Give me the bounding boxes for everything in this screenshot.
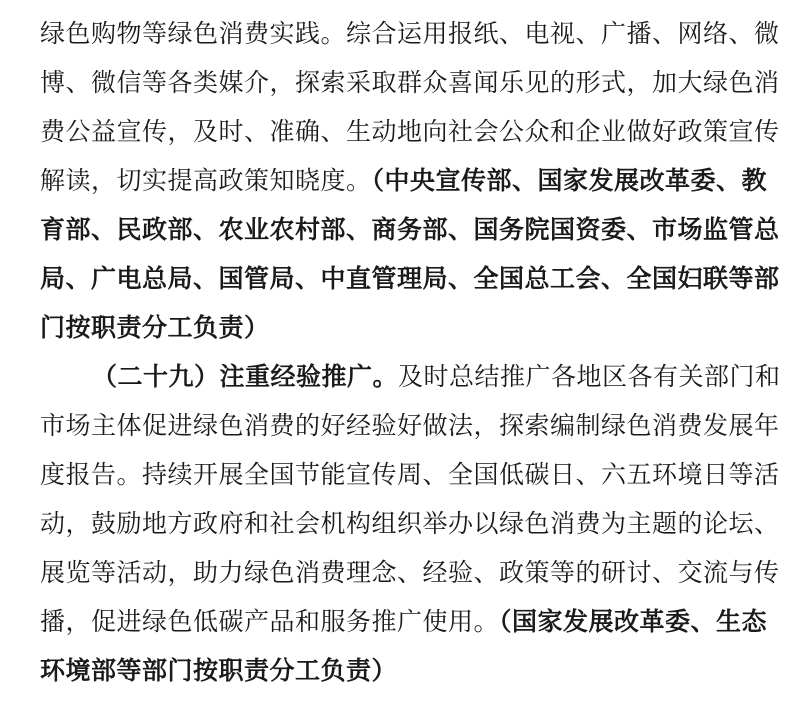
paragraph-2-line-6 — [40, 598, 768, 646]
paragraph-2-line-2: 市场主体促进绿色消费的好经验好做法，探索编制绿色消费发展年 — [40, 411, 780, 440]
paragraph-1-line-2: 博、微信等各类媒介，探索采取群众喜闻乐见的形式，加大绿色消 — [40, 68, 780, 97]
paragraph-1-line-4 — [40, 157, 768, 205]
section-heading: （二十九）注重经验推广。 — [92, 362, 399, 391]
paragraph-2-line-1-text: 及时总结推广各地区各有关部门和 — [398, 362, 781, 391]
paragraph-1-line-3: 费公益宣传，及时、准确、生动地向社会公众和企业做好政策宣传 — [40, 117, 780, 146]
responsibility-departments-1b: 育部、民政部、农业农村部、商务部、国务院国资委、市场监管总 — [40, 215, 780, 244]
responsibility-departments-1d: 门按职责分工负责） — [40, 313, 270, 342]
responsibility-departments-1a: （中央宣传部、国家发展改革委、教 — [371, 166, 768, 195]
responsibility-departments-2a: （国家发展改革委、生态 — [499, 607, 768, 636]
paragraph-2-line-1 — [92, 353, 781, 401]
paragraph-2-line-6-text: 播，促进绿色低碳产品和服务推广使用。 — [40, 607, 500, 636]
responsibility-departments-2b: 环境部等部门按职责分工负责） — [40, 656, 398, 685]
paragraph-2-line-5: 展览等活动，助力绿色消费理念、经验、政策等的研讨、交流与传 — [40, 558, 780, 587]
paragraph-1-line-1: 绿色购物等绿色消费实践。综合运用报纸、电视、广播、网络、微 — [40, 19, 780, 48]
paragraph-2-line-3: 度报告。持续开展全国节能宣传周、全国低碳日、六五环境日等活 — [40, 460, 780, 489]
paragraph-1-line-4-text: 解读，切实提高政策知晓度。 — [40, 166, 372, 195]
responsibility-departments-1c: 局、广电总局、国管局、中直管理局、全国总工会、全国妇联等部 — [40, 264, 780, 293]
paragraph-2-line-4: 动，鼓励地方政府和社会机构组织举办以绿色消费为主题的论坛、 — [40, 509, 780, 538]
